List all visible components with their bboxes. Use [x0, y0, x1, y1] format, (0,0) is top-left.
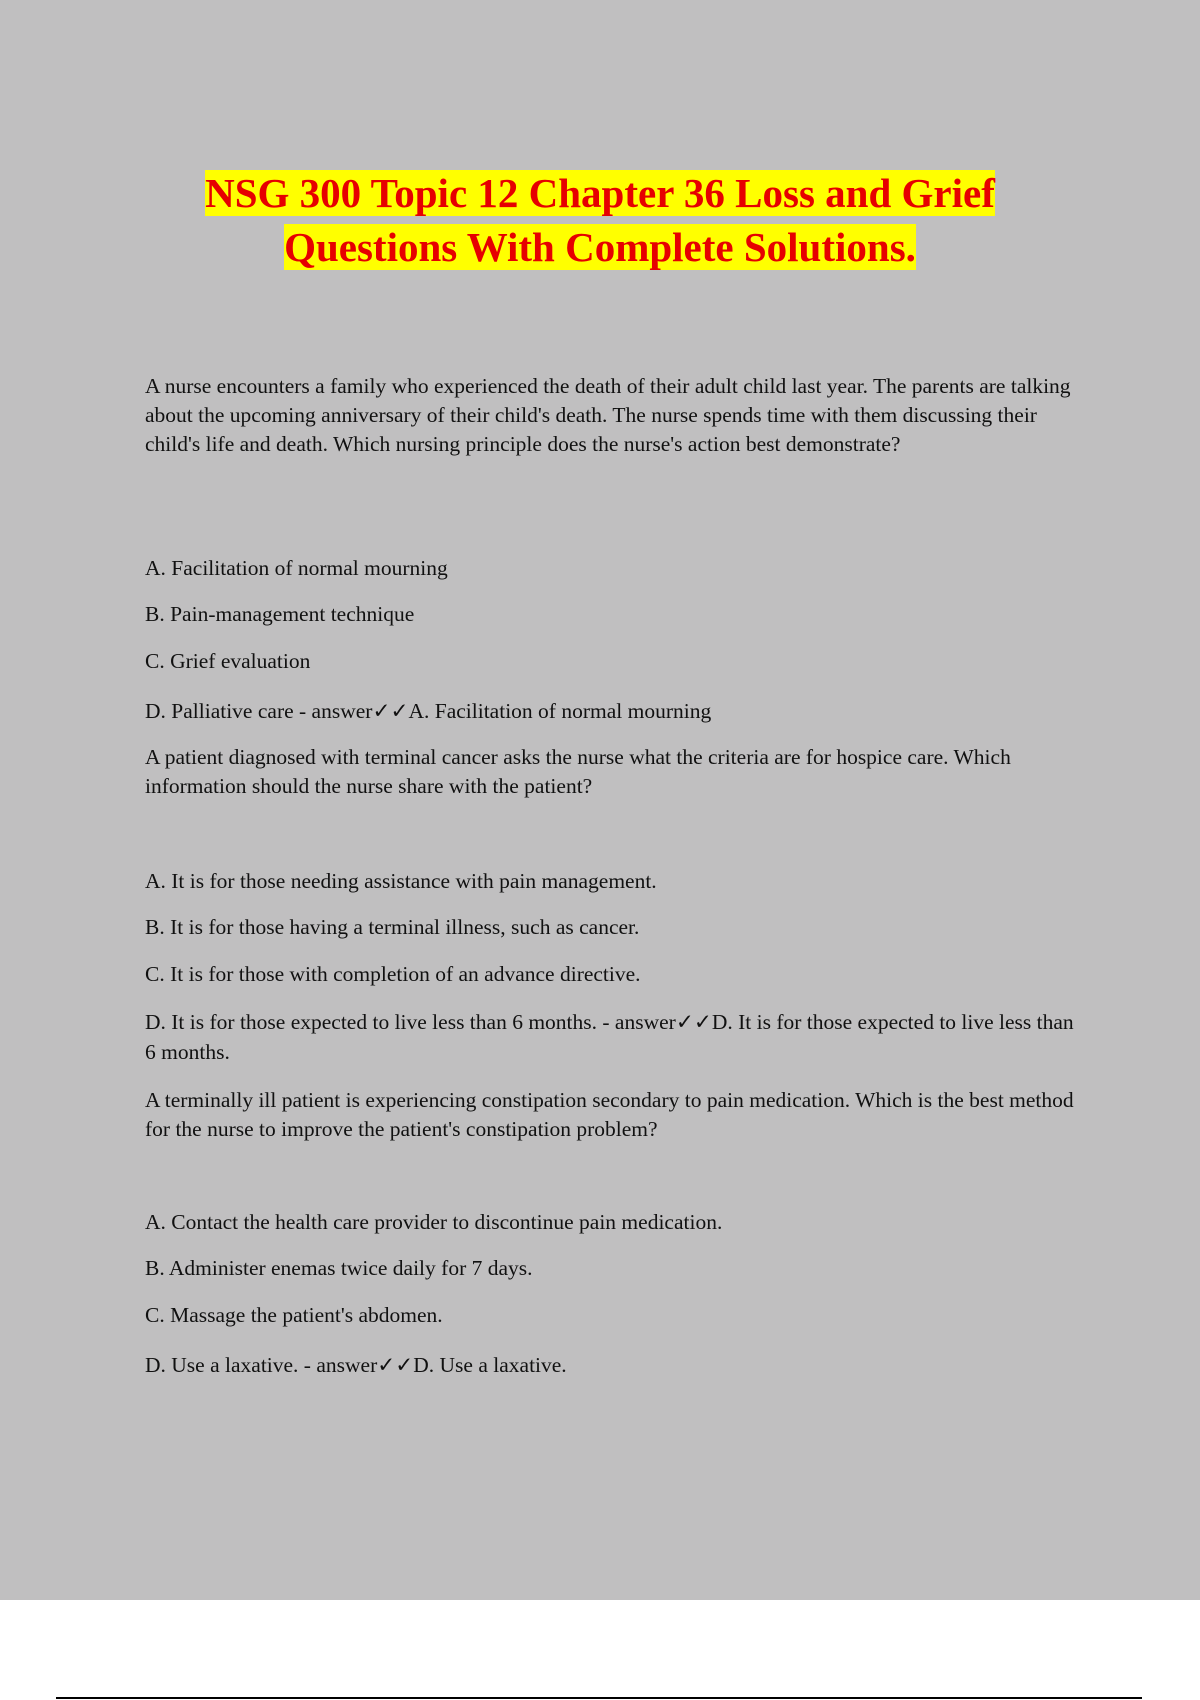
question-2-option-b: B. It is for those having a terminal illness, such as cancer. [145, 915, 640, 939]
question-3-option-d-answer: D. Use a laxative. - answer✓✓D. Use a laxative. [145, 1353, 567, 1377]
question-2-option-c: C. It is for those with completion of an advance directive. [145, 962, 641, 986]
question-1-option-b: B. Pain-management technique [145, 602, 415, 626]
question-2-stem: A patient diagnosed with terminal cancer asks the nurse what the criteria are for hospice care. Which information should the nurse share with the patient? [145, 745, 1011, 798]
question-1-option-a: A. Facilitation of normal mourning [145, 556, 448, 580]
question-2-option-a: A. It is for those needing assistance with pain management. [145, 869, 657, 893]
question-1-option-c: C. Grief evaluation [145, 649, 311, 673]
question-1-option-d-answer: D. Palliative care - answer✓✓A. Facilitation of normal mourning [145, 699, 712, 723]
page-footer-rule [56, 1697, 1142, 1699]
question-2-option-d-answer: D. It is for those expected to live less than 6 months. - answer✓✓D. It is for those expected to live less than 6 months. [145, 1010, 1074, 1064]
question-3-option-a: A. Contact the health care provider to discontinue pain medication. [145, 1210, 723, 1234]
question-3-stem: A terminally ill patient is experiencing constipation secondary to pain medication. Which is the best method for the nurse to improve the patient's constipation problem? [145, 1088, 1074, 1141]
document-title [0, 166, 1200, 274]
title-line-2: Questions With Complete Solutions. [284, 224, 916, 270]
question-1-stem: A nurse encounters a family who experienced the death of their adult child last year. The parents are talking about the upcoming anniversary of their child's death. The nurse spends time with them discussing their child's life and death. Which nursing principle does the nurse's action best demonstrate? [145, 374, 1071, 456]
title-line-1: NSG 300 Topic 12 Chapter 36 Loss and Grief [205, 170, 995, 216]
question-3-option-c: C. Massage the patient's abdomen. [145, 1303, 443, 1327]
question-3-option-b: B. Administer enemas twice daily for 7 days. [145, 1256, 533, 1280]
